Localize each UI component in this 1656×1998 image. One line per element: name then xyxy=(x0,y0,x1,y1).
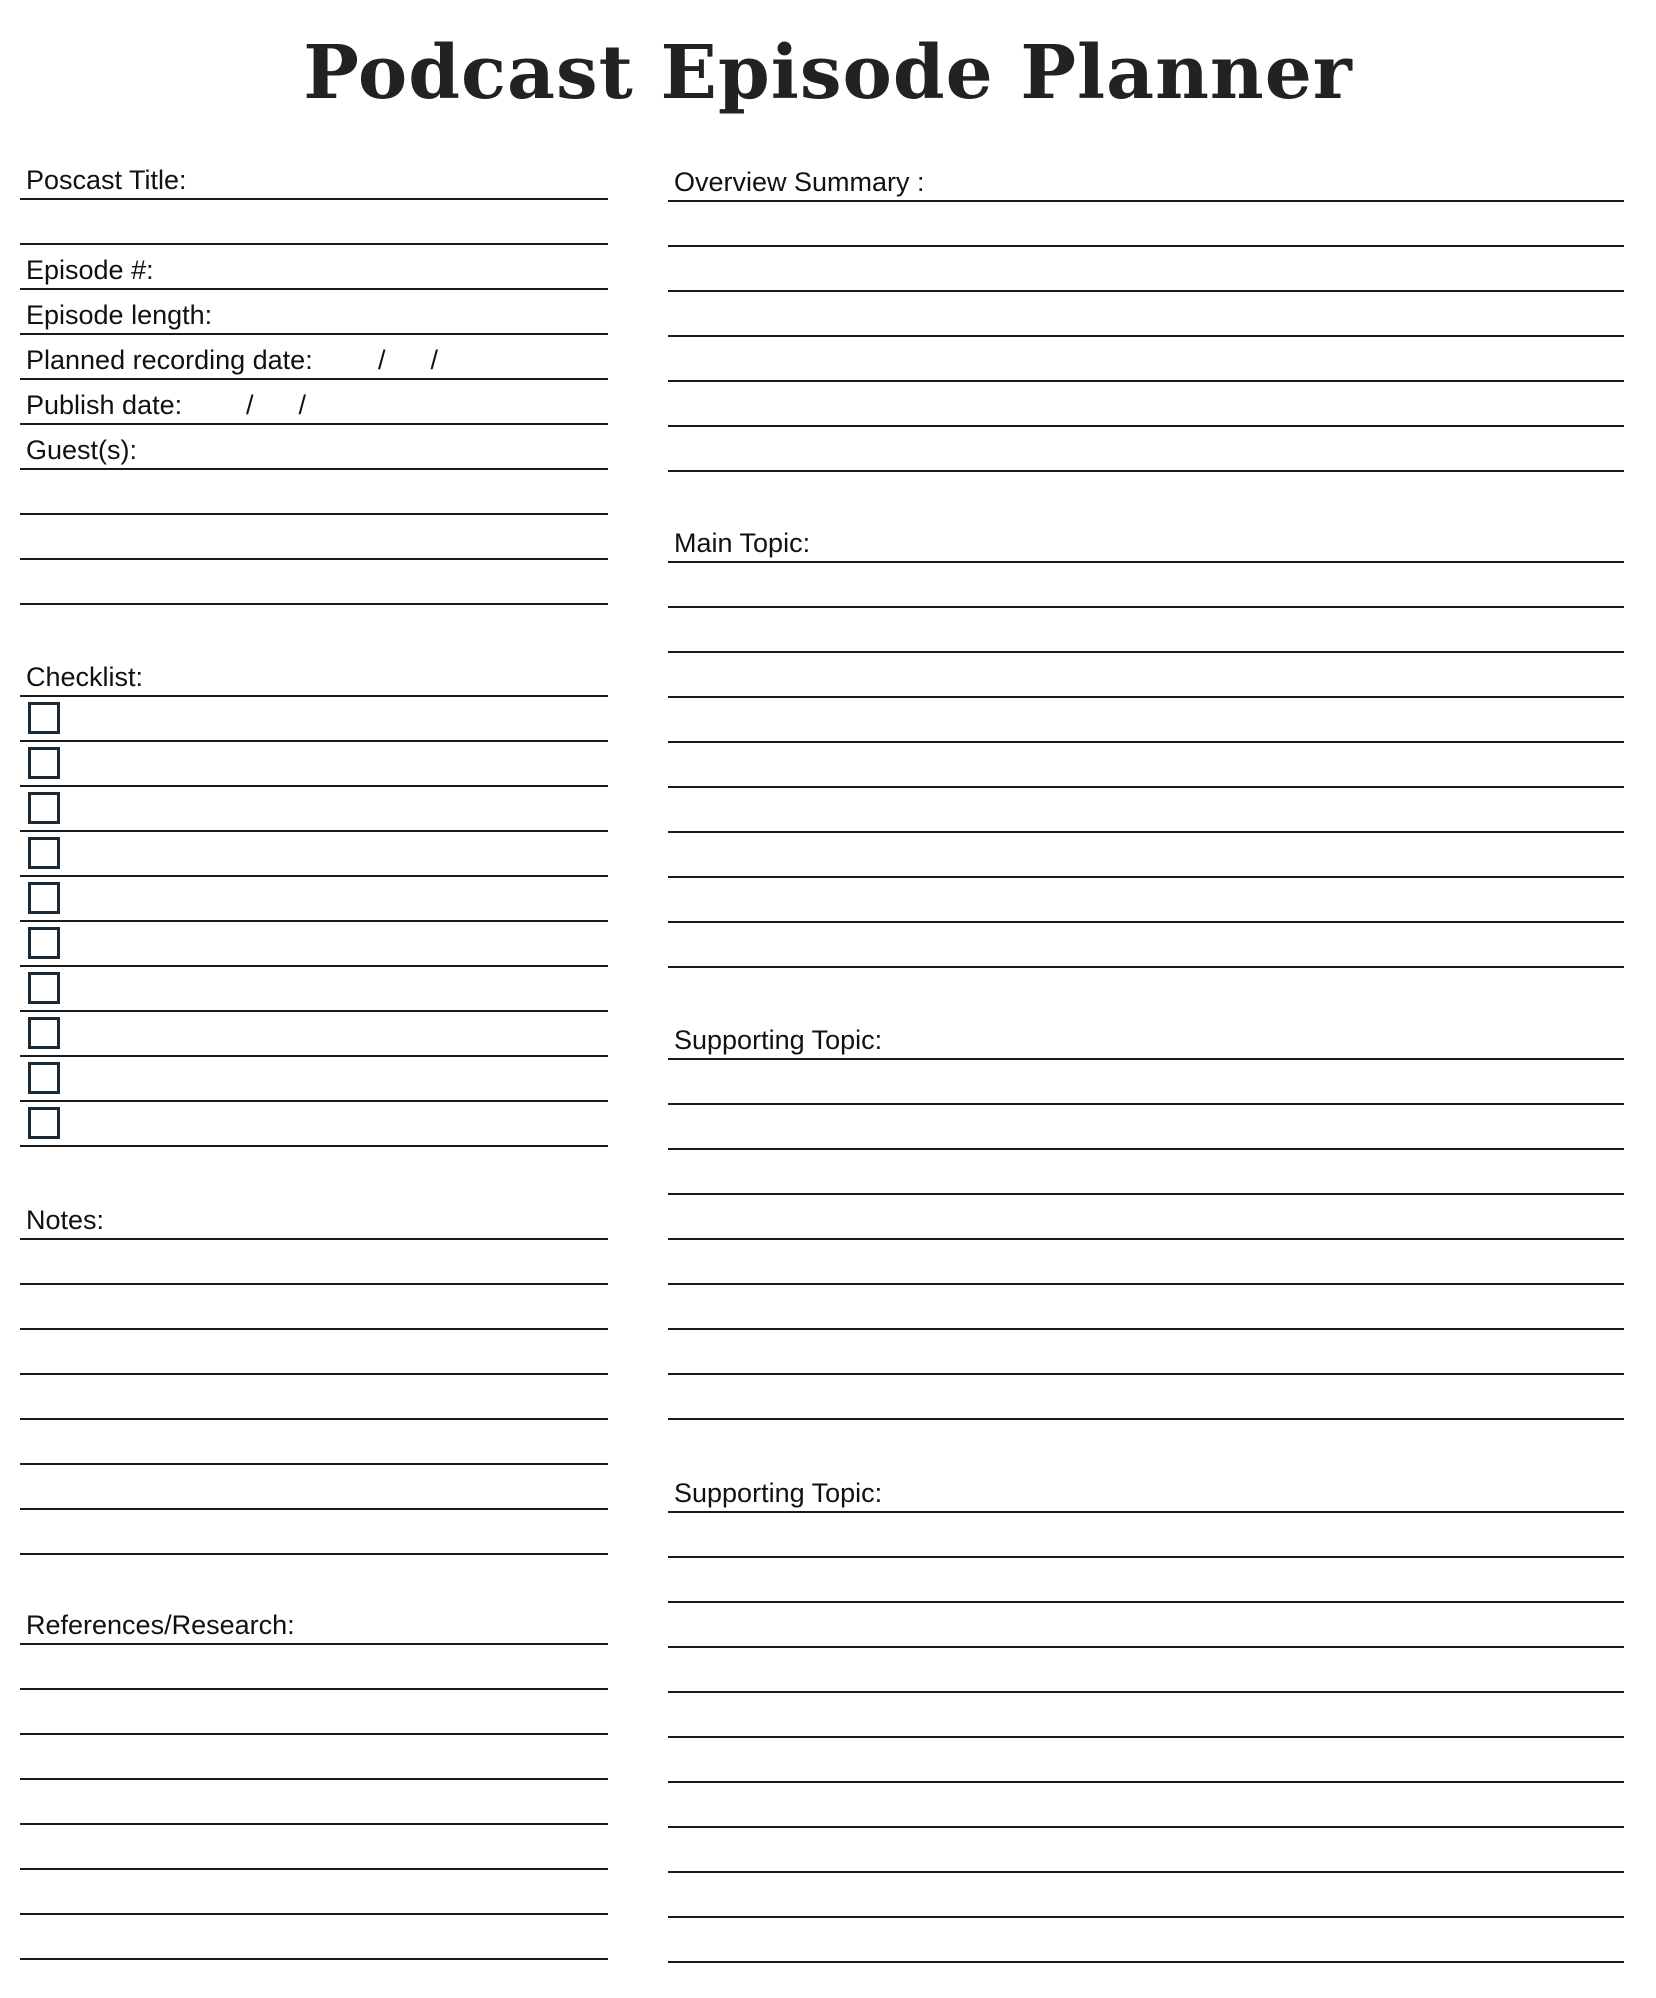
recording-date-label: Planned recording date: xyxy=(26,345,313,375)
guests-line[interactable] xyxy=(20,515,608,560)
guests-field[interactable] xyxy=(20,425,608,470)
guests-label: Guest(s): xyxy=(26,435,138,465)
publish-date-label: Publish date: xyxy=(26,390,183,420)
checklist-checkbox[interactable] xyxy=(28,747,60,779)
guests-line[interactable] xyxy=(20,470,608,515)
supporting-topic-2-header[interactable] xyxy=(668,1468,1624,1513)
main-topic-line[interactable] xyxy=(668,563,1624,608)
supporting-topic-2-line[interactable] xyxy=(668,1558,1624,1603)
references-line[interactable] xyxy=(20,1735,608,1780)
episode-length-field[interactable] xyxy=(20,290,608,335)
references-line[interactable] xyxy=(20,1690,608,1735)
main-topic-line[interactable] xyxy=(668,833,1624,878)
supporting-topic-1-line[interactable] xyxy=(668,1195,1624,1240)
episode-length-label: Episode length: xyxy=(26,300,213,330)
checklist-checkbox[interactable] xyxy=(28,702,60,734)
references-line[interactable] xyxy=(20,1870,608,1915)
checklist-item[interactable] xyxy=(20,922,608,967)
supporting-topic-2-line[interactable] xyxy=(668,1693,1624,1738)
checklist-checkbox[interactable] xyxy=(28,1017,60,1049)
checklist-header xyxy=(20,652,608,697)
supporting-topic-1-line[interactable] xyxy=(668,1240,1624,1285)
checklist-item[interactable] xyxy=(20,697,608,742)
references-label: References/Research: xyxy=(26,1610,295,1640)
recording-date-slashes: / / xyxy=(378,345,439,375)
references-header xyxy=(20,1600,608,1645)
notes-label: Notes: xyxy=(26,1205,105,1235)
supporting-topic-1-line[interactable] xyxy=(668,1285,1624,1330)
supporting-topic-2-line[interactable] xyxy=(668,1513,1624,1558)
main-topic-label: Main Topic: xyxy=(674,528,811,558)
checklist-item[interactable] xyxy=(20,787,608,832)
overview-summary-line[interactable] xyxy=(668,202,1624,247)
checklist-checkbox[interactable] xyxy=(28,927,60,959)
page-title: Podcast Episode Planner xyxy=(303,30,1353,116)
checklist-item[interactable] xyxy=(20,877,608,922)
notes-line[interactable] xyxy=(20,1510,608,1555)
main-topic-line[interactable] xyxy=(668,878,1624,923)
supporting-topic-1-header[interactable] xyxy=(668,1015,1624,1060)
notes-line[interactable] xyxy=(20,1375,608,1420)
overview-summary-line[interactable] xyxy=(668,382,1624,427)
recording-date-field[interactable] xyxy=(20,335,608,380)
episode-number-field[interactable] xyxy=(20,245,608,290)
notes-header xyxy=(20,1195,608,1240)
podcast-title-line[interactable] xyxy=(20,200,608,245)
supporting-topic-2-line[interactable] xyxy=(668,1648,1624,1693)
references-line[interactable] xyxy=(20,1780,608,1825)
supporting-topic-1-line[interactable] xyxy=(668,1060,1624,1105)
notes-line[interactable] xyxy=(20,1420,608,1465)
supporting-topic-2-label: Supporting Topic: xyxy=(674,1478,883,1508)
checklist-item[interactable] xyxy=(20,967,608,1012)
checklist-item[interactable] xyxy=(20,742,608,787)
checklist-checkbox[interactable] xyxy=(28,972,60,1004)
supporting-topic-1-line[interactable] xyxy=(668,1375,1624,1420)
supporting-topic-2-line[interactable] xyxy=(668,1738,1624,1783)
main-topic-line[interactable] xyxy=(668,788,1624,833)
checklist-checkbox[interactable] xyxy=(28,1062,60,1094)
overview-summary-line[interactable] xyxy=(668,427,1624,472)
notes-line[interactable] xyxy=(20,1330,608,1375)
checklist-checkbox[interactable] xyxy=(28,882,60,914)
notes-line[interactable] xyxy=(20,1465,608,1510)
checklist-checkbox[interactable] xyxy=(28,792,60,824)
podcast-title-label: Poscast Title: xyxy=(26,165,187,195)
main-topic-line[interactable] xyxy=(668,743,1624,788)
podcast-title-field[interactable] xyxy=(20,155,608,200)
supporting-topic-2-line[interactable] xyxy=(668,1783,1624,1828)
main-topic-line[interactable] xyxy=(668,698,1624,743)
supporting-topic-2-line[interactable] xyxy=(668,1828,1624,1873)
references-line[interactable] xyxy=(20,1645,608,1690)
checklist-item[interactable] xyxy=(20,832,608,877)
supporting-topic-2-line[interactable] xyxy=(668,1873,1624,1918)
overview-summary-header[interactable] xyxy=(668,157,1624,202)
checklist-item[interactable] xyxy=(20,1057,608,1102)
notes-line[interactable] xyxy=(20,1285,608,1330)
checklist-item[interactable] xyxy=(20,1012,608,1057)
episode-number-label: Episode #: xyxy=(26,255,154,285)
guests-line[interactable] xyxy=(20,560,608,605)
overview-summary-line[interactable] xyxy=(668,292,1624,337)
checklist-label: Checklist: xyxy=(26,662,144,692)
main-topic-header[interactable] xyxy=(668,518,1624,563)
publish-date-slashes: / / xyxy=(246,390,307,420)
checklist-checkbox[interactable] xyxy=(28,837,60,869)
references-line[interactable] xyxy=(20,1915,608,1960)
notes-line[interactable] xyxy=(20,1240,608,1285)
overview-summary-label: Overview Summary : xyxy=(674,167,925,197)
supporting-topic-1-line[interactable] xyxy=(668,1150,1624,1195)
supporting-topic-1-line[interactable] xyxy=(668,1330,1624,1375)
main-topic-line[interactable] xyxy=(668,608,1624,653)
overview-summary-line[interactable] xyxy=(668,337,1624,382)
checklist-checkbox[interactable] xyxy=(28,1107,60,1139)
supporting-topic-2-line[interactable] xyxy=(668,1918,1624,1963)
main-topic-line[interactable] xyxy=(668,653,1624,698)
publish-date-field[interactable] xyxy=(20,380,608,425)
supporting-topic-1-line[interactable] xyxy=(668,1105,1624,1150)
overview-summary-line[interactable] xyxy=(668,247,1624,292)
checklist-item[interactable] xyxy=(20,1102,608,1147)
main-topic-line[interactable] xyxy=(668,923,1624,968)
supporting-topic-2-line[interactable] xyxy=(668,1603,1624,1648)
references-line[interactable] xyxy=(20,1825,608,1870)
supporting-topic-1-label: Supporting Topic: xyxy=(674,1025,883,1055)
